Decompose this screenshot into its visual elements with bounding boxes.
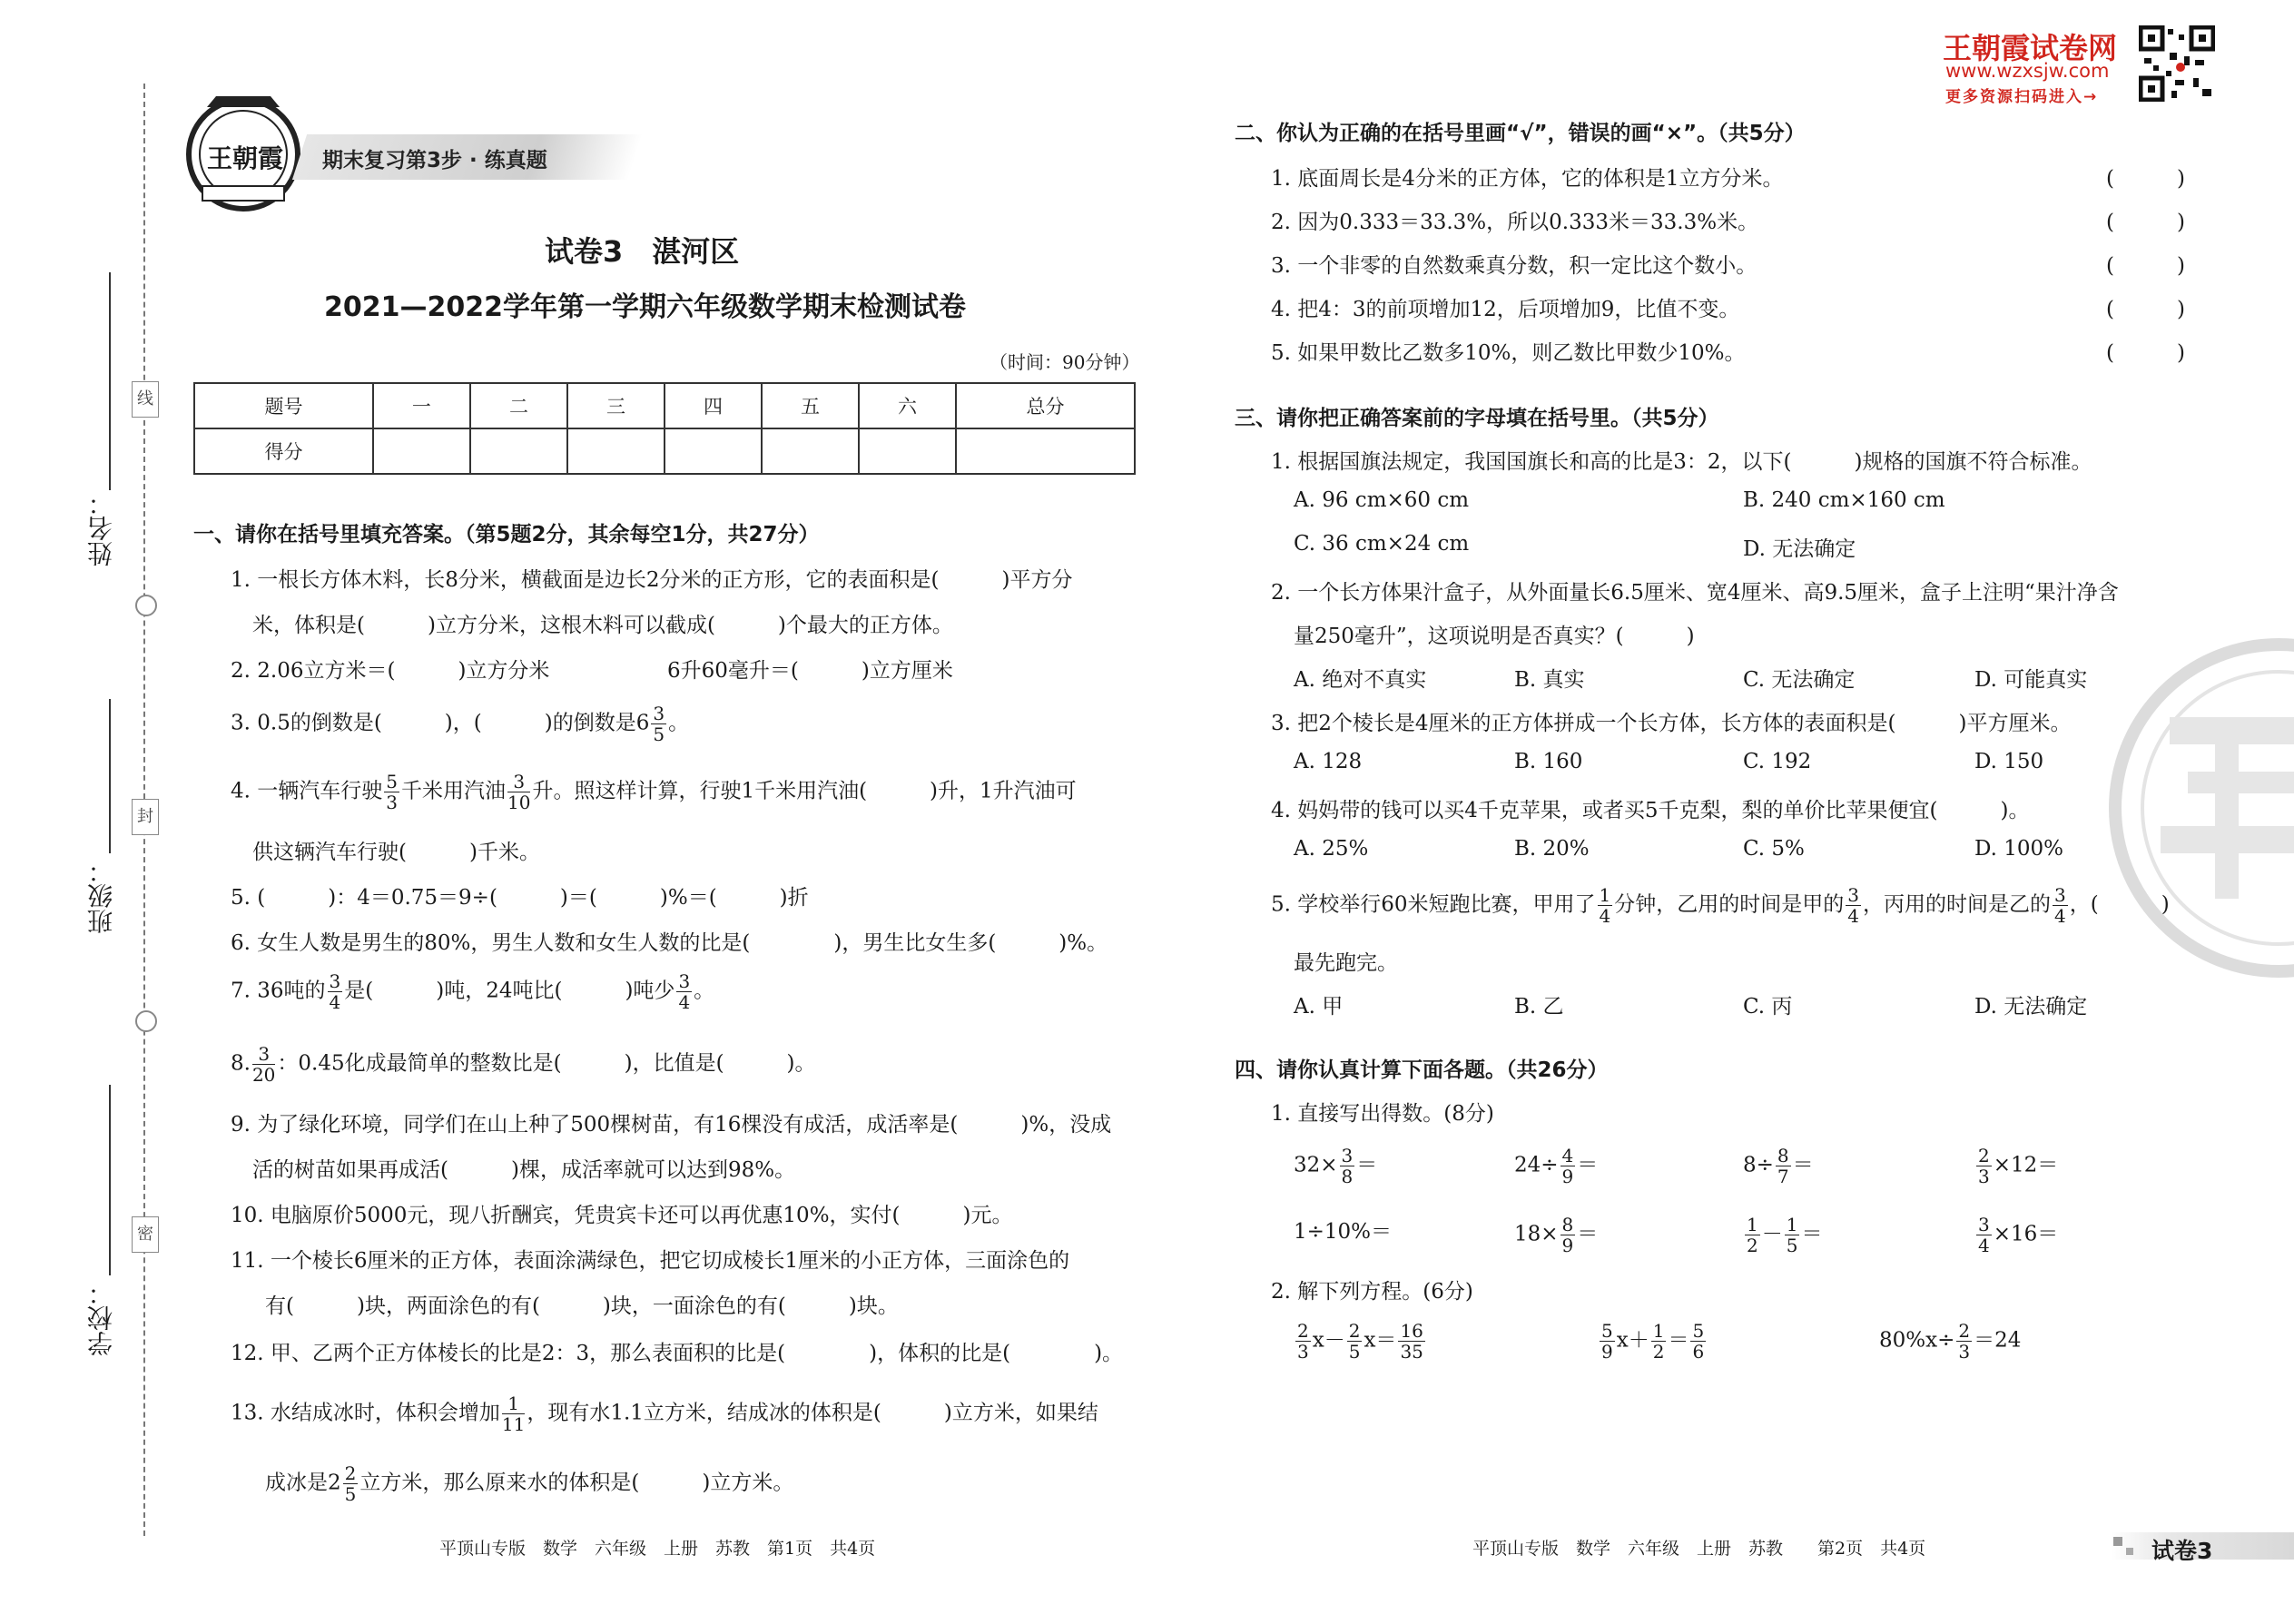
section2-heading: 二、你认为正确的在括号里画“√”，错误的画“×”。（共5分） xyxy=(1235,122,1806,145)
s3-q2-line2: 量250毫升”，这项说明是否真实？( ) xyxy=(1294,625,1695,648)
fraction: $\frac{5}{3}$ xyxy=(386,771,398,813)
banner-text: 期末复习第3步 · 练真题 xyxy=(322,149,547,172)
exam-time: （时间：90分钟） xyxy=(989,351,1140,373)
school-line xyxy=(109,1085,111,1275)
paper-subtitle: 2021—2022学年第一学期六年级数学期末检测试卷 xyxy=(324,291,966,323)
option[interactable]: B. 160 xyxy=(1514,750,1583,773)
calc-item: 18× $\frac{8}{9}$ ＝ xyxy=(1514,1214,1599,1256)
tag-square xyxy=(2126,1548,2133,1555)
answer-paren[interactable]: ( ) xyxy=(2106,298,2185,321)
fraction: $\frac{2}{5}$ xyxy=(344,1462,357,1505)
site-name: 王朝霞试卷网 xyxy=(1943,31,2118,65)
score-input-cell[interactable] xyxy=(373,428,470,474)
answer-paren[interactable]: ( ) xyxy=(2106,167,2185,191)
q1-line2: 米，体积是( )立方分米，这根木料可以截成( )个最大的正方体。 xyxy=(252,614,953,637)
fraction: $\frac{3}{4}$ xyxy=(2054,884,2066,927)
score-table xyxy=(193,382,1136,475)
fraction: $\frac{3}{4}$ xyxy=(1847,884,1859,927)
score-input-cell[interactable] xyxy=(859,428,956,474)
calc-item: $\frac{1}{2}$ － $\frac{1}{5}$ ＝ xyxy=(1747,1214,1823,1256)
equation: $\frac{2}{3}$ x－ $\frac{2}{5}$ x＝ $\frac{16}{35}$ xyxy=(1297,1320,1423,1363)
s3-q2-line1: 2. 一个长方体果汁盒子，从外面量长6.5厘米、宽4厘米、高9.5厘米，盒子上注明“果汁净含 xyxy=(1271,581,2119,605)
score-cell: 五 xyxy=(762,383,859,428)
calc-item: $\frac{2}{3}$ ×12＝ xyxy=(1978,1145,2059,1187)
score-input-cell[interactable] xyxy=(762,428,859,474)
q10: 10. 电脑原价5000元，现八折酬宾，凭贵宾卡还可以再优惠10%，实付( )元。 xyxy=(231,1204,1013,1227)
score-table-header-row xyxy=(194,383,1135,428)
q1-line1: 1. 一根长方体木料，长8分米，横截面是边长2分米的正方形，它的表面积是( )平方分 xyxy=(231,568,1073,592)
qr-code-icon[interactable] xyxy=(2139,25,2215,102)
score-input-cell[interactable] xyxy=(665,428,762,474)
q9-line1: 9. 为了绿化环境，同学们在山上种了500棵树苗，有16棵没有成活，成活率是( )%，没成 xyxy=(231,1113,1112,1137)
secret-watermark xyxy=(2106,635,2294,980)
option[interactable]: B. 20% xyxy=(1514,837,1590,861)
fraction: $\frac{1}{11}$ xyxy=(501,1393,526,1435)
seal-char: 封 xyxy=(132,799,159,835)
score-cell: 题号 xyxy=(194,383,373,428)
score-cell: 一 xyxy=(373,383,470,428)
calc-item: $\frac{3}{4}$ ×16＝ xyxy=(1978,1214,2059,1256)
s2-item: 5. 如果甲数比乙数多10%，则乙数比甲数少10%。 xyxy=(1271,341,1746,365)
score-cell: 总分 xyxy=(956,383,1135,428)
option[interactable]: A. 甲 xyxy=(1294,995,1344,1019)
score-cell: 三 xyxy=(567,383,665,428)
tag-square xyxy=(2113,1537,2122,1546)
option[interactable]: C. 36 cm×24 cm xyxy=(1294,532,1470,556)
q4-line2: 供这辆汽车行驶( )千米。 xyxy=(252,841,540,864)
fraction: $\frac{3}{10}$ xyxy=(507,771,531,813)
q11-line1: 11. 一个棱长6厘米的正方体，表面涂满绿色，把它切成棱长1厘米的小正方体，三面涂色的 xyxy=(231,1249,1070,1273)
paper-title: 试卷3 湛河区 xyxy=(545,234,740,269)
option[interactable]: A. 25% xyxy=(1294,837,1369,861)
calc-item: 1÷10%＝ xyxy=(1294,1220,1393,1244)
option[interactable]: D. 无法确定 xyxy=(1743,537,1856,561)
name-label: 姓名： xyxy=(86,490,116,566)
s4-part2: 2. 解下列方程。(6分) xyxy=(1271,1280,1473,1304)
s3-q5-line1: 5. 学校举行60米短跑比赛，甲用了 $\frac{1}{4}$ 分钟，乙用的时间是甲的 $\frac{3}{4}$ ，丙用的时间是乙的 $\frac{3}{4}$ ，( ) xyxy=(1271,884,2170,927)
calc-item: 32× $\frac{3}{8}$ ＝ xyxy=(1294,1145,1378,1187)
option[interactable]: D. 100% xyxy=(1974,837,2063,861)
q6: 6. 女生人数是男生的80%，男生人数和女生人数的比是( )，男生比女生多( )%。 xyxy=(231,931,1108,955)
calc-item: 8÷ $\frac{8}{7}$ ＝ xyxy=(1743,1145,1814,1187)
score-cell: 得分 xyxy=(194,428,373,474)
calc-item: 24÷ $\frac{4}{9}$ ＝ xyxy=(1514,1145,1599,1187)
answer-paren[interactable]: ( ) xyxy=(2106,254,2185,278)
score-input-cell[interactable] xyxy=(567,428,665,474)
site-tag: 更多资源扫码进入→ xyxy=(1945,88,2099,106)
answer-paren[interactable]: ( ) xyxy=(2106,341,2185,365)
score-cell: 二 xyxy=(470,383,567,428)
q2-part2: 6升60毫升＝( )立方厘米 xyxy=(667,659,953,683)
q7: 7. 36吨的 $\frac{3}{4}$ 是( )吨，24吨比( )吨少 $\frac{3}{4}$ 。 xyxy=(231,970,715,1013)
section3-heading: 三、请你把正确答案前的字母填在括号里。（共5分） xyxy=(1235,407,1719,430)
option[interactable]: C. 5% xyxy=(1743,837,1805,861)
binding-ring xyxy=(135,1010,157,1032)
option[interactable]: C. 无法确定 xyxy=(1743,668,1856,692)
s3-q5-line2: 最先跑完。 xyxy=(1294,951,1398,975)
fraction: $\frac{1}{4}$ xyxy=(1599,884,1611,927)
q3-text: 3. 0.5的倒数是( )，( )的倒数是6 xyxy=(231,711,650,735)
s2-item: 3. 一个非零的自然数乘真分数，积一定比这个数小。 xyxy=(1271,254,1757,278)
score-table-score-row xyxy=(194,428,1135,474)
q8: 8. $\frac{3}{20}$ ：0.45化成最简单的整数比是( )，比值是( )。 xyxy=(231,1043,816,1086)
section4-heading: 四、请你认真计算下面各题。（共26分） xyxy=(1235,1058,1609,1082)
q4-line1: 4. 一辆汽车行驶 $\frac{5}{3}$ 千米用汽油 $\frac{3}{10}$ 升。照这样计算，行驶1千米用汽油( )升，1升汽油可 xyxy=(231,771,1077,813)
fraction: $\frac{3}{4}$ xyxy=(329,970,341,1013)
footer-right: 平顶山专版 数学 六年级 上册 苏教 第2页 共4页 xyxy=(1472,1539,1926,1559)
option[interactable]: B. 乙 xyxy=(1514,995,1564,1019)
s4-part1: 1. 直接写出得数。(8分) xyxy=(1271,1102,1494,1126)
option[interactable]: C. 192 xyxy=(1743,750,1812,773)
fraction: $\frac{3}{5}$ xyxy=(653,703,665,745)
logo-text: 王朝霞 xyxy=(207,143,284,173)
score-input-cell[interactable] xyxy=(956,428,1135,474)
option[interactable]: D. 无法确定 xyxy=(1974,995,2088,1019)
section1-heading: 一、请你在括号里填充答案。（第5题2分，其余每空1分，共27分） xyxy=(193,523,820,546)
option[interactable]: A. 绝对不真实 xyxy=(1294,668,1427,692)
paper-tag: 试卷3 xyxy=(2151,1538,2213,1564)
seal-char: 线 xyxy=(132,381,159,418)
footer-left: 平顶山专版 数学 六年级 上册 苏教 第1页 共4页 xyxy=(439,1539,876,1559)
s3-q4: 4. 妈妈带的钱可以买4千克苹果，或者买5千克梨，梨的单价比苹果便宜( )。 xyxy=(1271,799,2030,822)
option[interactable]: A. 96 cm×60 cm xyxy=(1294,488,1470,512)
option[interactable]: B. 真实 xyxy=(1514,668,1585,692)
q9-line2: 活的树苗如果再成活( )棵，成活率就可以达到98%。 xyxy=(252,1158,796,1182)
fraction: $\frac{3}{4}$ xyxy=(678,970,691,1013)
class-label: 班级： xyxy=(86,858,116,934)
s3-q1: 1. 根据国旗法规定，我国国旗长和高的比是3：2，以下( )规格的国旗不符合标准。 xyxy=(1271,450,2092,474)
binding-ring xyxy=(135,595,157,616)
q11-line2: 有( )块，两面涂色的有( )块，一面涂色的有( )块。 xyxy=(265,1294,899,1318)
equation: 80%x÷ $\frac{2}{3}$ ＝24 xyxy=(1879,1320,2022,1363)
fraction: $\frac{3}{20}$ xyxy=(251,1043,276,1086)
s3-q3: 3. 把2个棱长是4厘米的正方体拼成一个长方体，长方体的表面积是( )平方厘米。 xyxy=(1271,712,2072,735)
score-cell: 六 xyxy=(859,383,956,428)
q5: 5. ( )：4＝0.75＝9÷( )＝( )%＝( )折 xyxy=(231,886,809,910)
q3: 3. 0.5的倒数是( )，( )的倒数是6 $\frac{3}{5}$ 。 xyxy=(231,703,690,745)
score-cell: 四 xyxy=(665,383,762,428)
option[interactable]: D. 150 xyxy=(1974,750,2044,773)
option[interactable]: A. 128 xyxy=(1294,750,1363,773)
seal-char: 密 xyxy=(132,1216,159,1253)
q13-line2: 成冰是2 $\frac{2}{5}$ 立方米，那么原来水的体积是( )立方米。 xyxy=(265,1462,794,1505)
site-url: www.wzxsjw.com xyxy=(1945,60,2110,82)
option[interactable]: D. 可能真实 xyxy=(1974,668,2088,692)
q13-line1: 13. 水结成冰时，体积会增加 $\frac{1}{11}$ ，现有水1.1立方米，结成冰的体积是( )立方米，如果结 xyxy=(231,1393,1098,1435)
q12: 12. 甲、乙两个正方体棱长的比是2：3，那么表面积的比是( )，体积的比是( )。 xyxy=(231,1342,1124,1365)
score-input-cell[interactable] xyxy=(470,428,567,474)
equation: $\frac{5}{9}$ x＋ $\frac{1}{2}$ ＝ $\frac{5}{6}$ xyxy=(1601,1320,1705,1363)
name-line xyxy=(109,272,111,490)
option[interactable]: C. 丙 xyxy=(1743,995,1793,1019)
option[interactable]: B. 240 cm×160 cm xyxy=(1743,488,1945,512)
q2-part1: 2. 2.06立方米＝( )立方分米 xyxy=(231,659,550,683)
class-line xyxy=(109,699,111,853)
school-label: 学校： xyxy=(86,1280,116,1356)
s2-item: 2. 因为0.333＝33.3%，所以0.333米＝33.3%米。 xyxy=(1271,211,1759,234)
answer-paren[interactable]: ( ) xyxy=(2106,211,2185,234)
s2-item: 4. 把4：3的前项增加12，后项增加9，比值不变。 xyxy=(1271,298,1740,321)
s2-item: 1. 底面周长是4分米的正方体，它的体积是1立方分米。 xyxy=(1271,167,1784,191)
